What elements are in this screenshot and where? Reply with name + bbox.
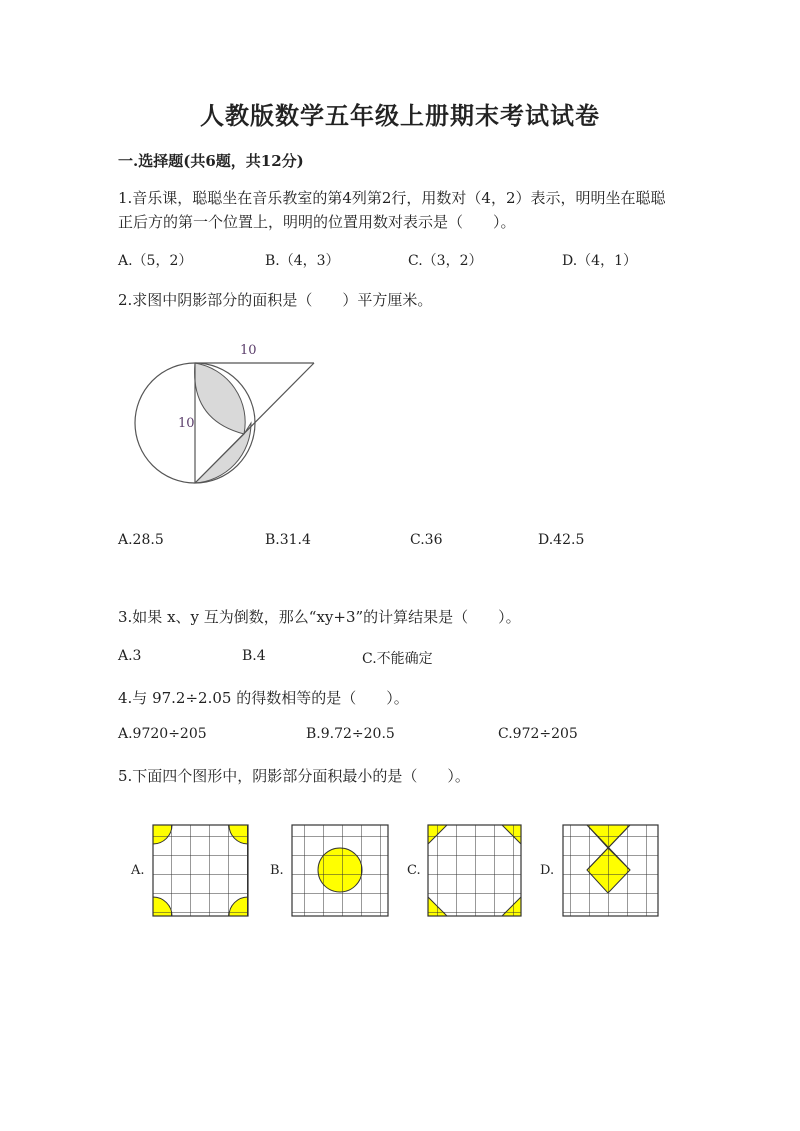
figure-c-label[interactable]: C. [407,863,421,878]
q2-option-b[interactable]: B.31.4 [265,532,311,548]
figure-a-label[interactable]: A. [131,863,145,878]
figure-b-label[interactable]: B. [270,863,284,878]
label-top-10: 10 [240,343,257,358]
q1-option-b[interactable]: B.（4，3） [265,253,340,269]
question-5-stem: 5.下面四个图形中，阴影部分面积最小的是（ ）。 [118,767,470,785]
section-heading: 一.选择题(共6题，共12分) [118,152,304,170]
figure-a [153,825,248,916]
shaded-lower [195,423,251,483]
figure-d [563,825,658,916]
q3-option-b[interactable]: B.4 [242,648,266,664]
q3-option-a[interactable]: A.3 [118,648,142,664]
question-3-stem: 3.如果 x、y 互为倒数，那么“xy+3”的计算结果是（ ）。 [118,608,521,626]
shaded-lens [195,363,246,434]
question-4-stem: 4.与 97.2÷2.05 的得数相等的是（ ）。 [118,689,409,707]
q2-option-d[interactable]: D.42.5 [538,532,585,548]
q2-option-c[interactable]: C.36 [410,532,443,548]
q4-option-a[interactable]: A.9720÷205 [118,726,207,742]
label-side-10: 10 [178,416,195,431]
q1-option-a[interactable]: A.（5，2） [118,253,193,269]
q4-option-b[interactable]: B.9.72÷20.5 [306,726,395,742]
question-1-stem: 1.音乐课，聪聪坐在音乐教室的第4列第2行，用数对（4，2）表示，明明坐在聪聪正后方的第一个位置上，明明的位置用数对表示是（ ）。 [118,189,666,231]
page-title: 人教版数学五年级上册期末考试试卷 [200,101,600,130]
figure-b [292,825,388,916]
q1-option-c[interactable]: C.（3，2） [408,253,483,269]
figure-c [428,825,521,916]
q4-option-c[interactable]: C.972÷205 [498,726,578,742]
q1-option-d[interactable]: D.（4，1） [562,253,637,269]
q3-option-c[interactable]: C.不能确定 [362,651,433,667]
q2-option-a[interactable]: A.28.5 [118,532,164,548]
question-2-stem: 2.求图中阴影部分的面积是（ ）平方厘米。 [118,291,433,309]
figure-d-label[interactable]: D. [540,863,555,878]
circle [135,363,255,483]
